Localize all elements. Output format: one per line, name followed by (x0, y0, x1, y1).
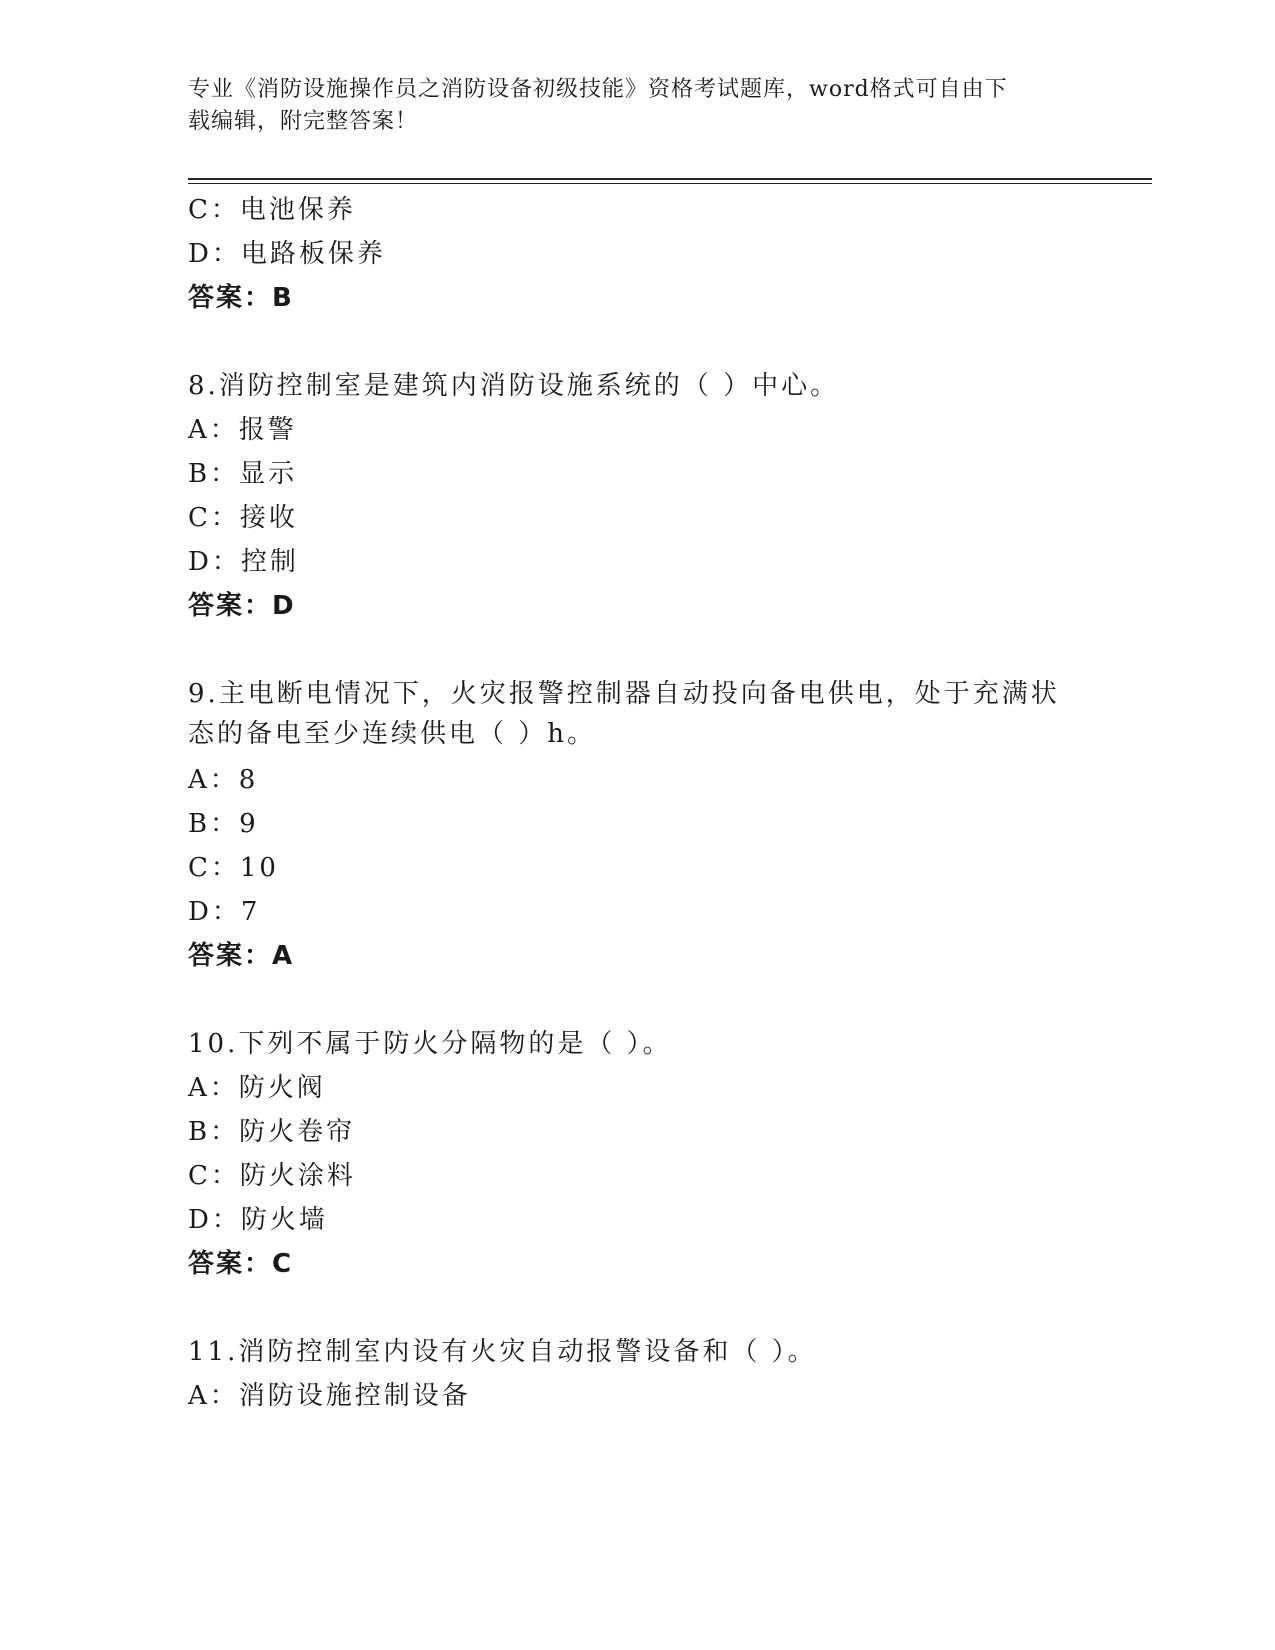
header-divider-thin (188, 183, 1152, 184)
q8-option-b: B：显示 (188, 459, 298, 489)
document-header (188, 74, 1068, 138)
q8-answer: 答案：D (188, 591, 296, 621)
answer-line: 答案：B (188, 283, 294, 313)
q11-option-a: A：消防设施控制设备 (188, 1381, 471, 1411)
q10-option-a: A：防火阀 (188, 1073, 326, 1103)
q10-answer: 答案：C (188, 1249, 294, 1279)
q9-option-a: A：8 (188, 765, 259, 795)
q8-option-a: A：报警 (188, 415, 297, 445)
header-divider-thick (188, 178, 1152, 180)
question-11-stem: 11.消防控制室内设有火灾自动报警设备和（ ）。 (188, 1337, 817, 1367)
q10-option-c: C：防火涂料 (188, 1161, 356, 1191)
q9-option-c: C：10 (188, 853, 279, 883)
q8-option-d: D：控制 (188, 547, 299, 577)
question-10-stem: 10.下列不属于防火分隔物的是（ ）。 (188, 1029, 672, 1059)
q8-option-c: C：接收 (188, 503, 298, 533)
option-d: D：电路板保养 (188, 239, 386, 269)
question-9-stem-line-2: 态的备电至少连续供电（ ）h。 (188, 719, 597, 749)
q9-answer: 答案：A (188, 941, 295, 971)
question-9-stem-line-1: 9.主电断电情况下，火灾报警控制器自动投向备电供电，处于充满状 (188, 679, 1060, 709)
header-line-1: 专业《消防设施操作员之消防设备初级技能》资格考试题库，word格式可自由下 (188, 77, 1008, 102)
q9-option-b: B：9 (188, 809, 259, 839)
q9-option-d: D：7 (188, 897, 261, 927)
q10-option-b: B：防火卷帘 (188, 1117, 356, 1147)
header-line-2: 载编辑，附完整答案！ (188, 109, 419, 134)
question-8-stem: 8.消防控制室是建筑内消防设施系统的（ ）中心。 (188, 371, 840, 401)
option-c: C：电池保养 (188, 195, 356, 225)
q10-option-d: D：防火墙 (188, 1205, 328, 1235)
